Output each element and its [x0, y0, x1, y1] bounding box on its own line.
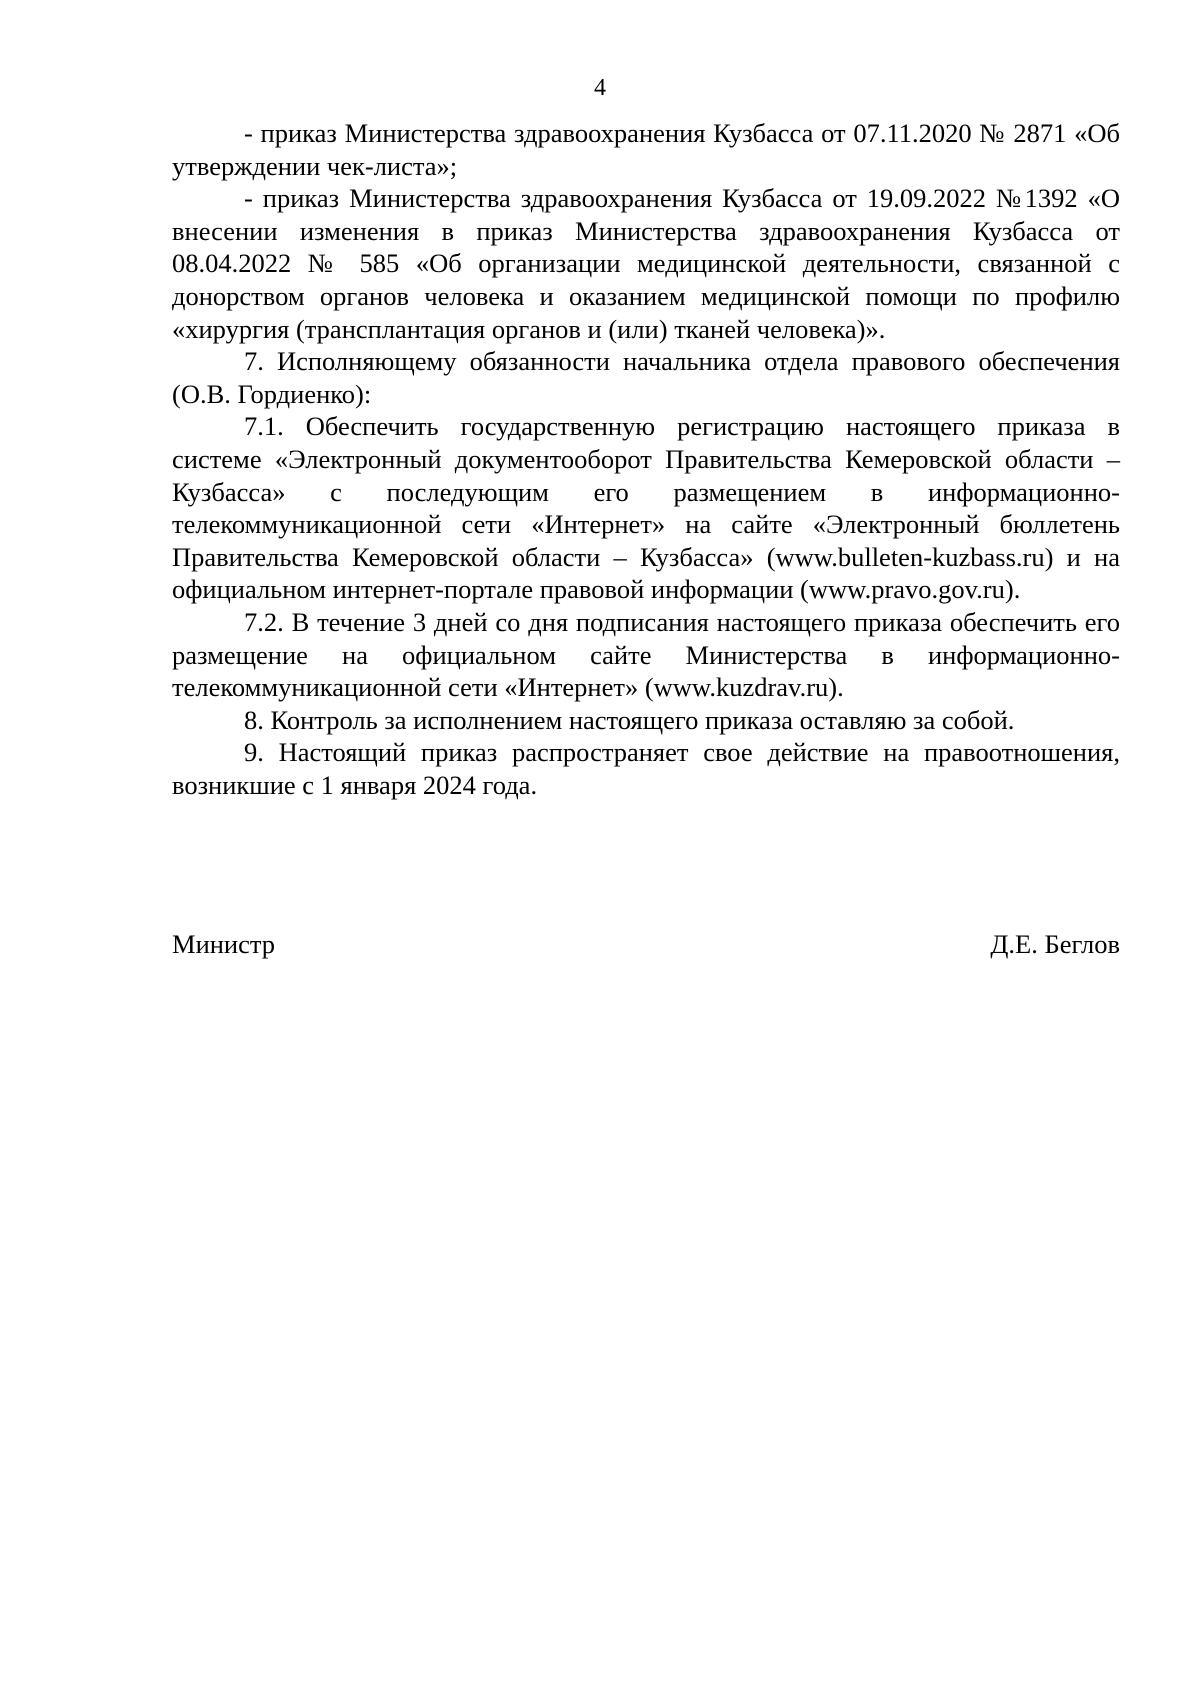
paragraph-order-checklist: - приказ Министерства здравоохранения Кузбасса от 07.11.2020 № 2871 «Об утверждении чек-листа»; [172, 118, 1120, 181]
page-number: 4 [594, 75, 606, 101]
paragraph-item-7-1: 7.1. Обеспечить государственную регистрацию настоящего приказа в системе «Электронный документооборот Правительства Кемеровской области – Кузбасса» с последующим его размещением в информационно-телекоммуникационной сети «Интернет» на сайте «Электронный бюллетень Правительства Кемеровской области – Кузбасса» (www.bulleten-kuzbass.ru) и на официальном интернет-портале правовой информации (www.pravo.gov.ru). [172, 411, 1120, 605]
paragraph-item-9: 9. Настоящий приказ распространяет свое действие на правоотношения, возникшие с 1 января 2024 года. [172, 737, 1120, 800]
signatory-title: Министр [172, 929, 276, 959]
paragraph-item-7-2: 7.2. В течение 3 дней со дня подписания настоящего приказа обеспечить его размещение на официальном сайте Министерства в информационно-телекоммуникационной сети «Интернет» (www.kuzdrav.ru). [172, 606, 1120, 703]
signature-block [172, 928, 1120, 960]
paragraph-item-7: 7. Исполняющему обязанности начальника отдела правового обеспечения (О.В. Гордиенко): [172, 346, 1120, 409]
paragraph-item-8: 8. Контроль за исполнением настоящего приказа оставляю за собой. [244, 704, 1015, 735]
paragraph-order-amendment: - приказ Министерства здравоохранения Кузбасса от 19.09.2022 №1392 «О внесении изменения в приказ Министерства здравоохранения Кузбасса от 08.04.2022 № 585 «Об организации медицинской деятельности, связанной с донорством органов человека и оказанием медицинской помощи по профилю «хирургия (трансплантация органов и (или) тканей человека)». [172, 183, 1120, 344]
signatory-name: Д.Е. Беглов [990, 929, 1120, 959]
document-body [172, 117, 1120, 801]
